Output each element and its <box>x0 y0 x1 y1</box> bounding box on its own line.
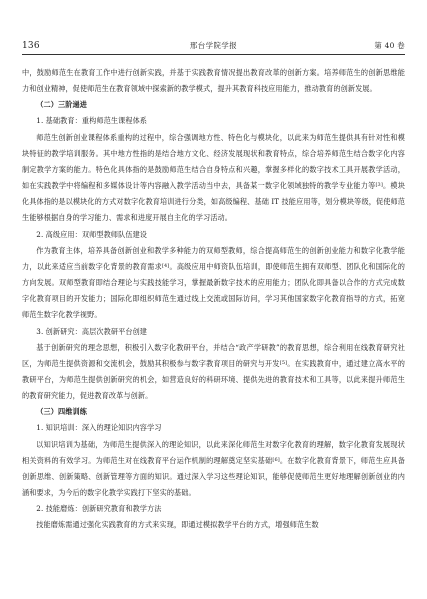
intro-paragraph: 中，鼓励师范生在教育工作中进行创新实践，并基于实践教育情况提出教育改革的创新方案。培养师范生的创新思维能力和创业精神，促使师范生在教育领域中探索新的教学模式，提升其教育科技应用能力，推动教育的创新发展。 <box>22 68 405 94</box>
subheading-innovation-research: 3. 创新研究：高层次教研平台创建 <box>36 326 148 336</box>
citation-ref: [3] <box>375 181 383 188</box>
text-segment: 。在实践教育中，通过建立高水平的教研平台，为师范生提供创新研究的机会，如营造良好的科研环境、提供先进的教育技术和工具等，以此来提升师范生的教育研究能力，促进教育改革与创新。 <box>22 358 405 401</box>
citation-ref: [5] <box>279 359 288 366</box>
paragraph-curriculum-reconstruction <box>22 130 405 227</box>
subheading-basic-education: 1. 基础教育：重构师范生课程体系 <box>36 116 148 126</box>
running-header <box>22 40 405 55</box>
text-segment: 。高级应用中师资队伍培训，即使师范生拥有双师型、团队化和国际化的方向发展。双师型教育即结合理论与实践技能学习，掌握最新数字技术的应用能力；团队化即具备以合作的方式完成数字化教育项目的开发能力；国际化即组织师范生通过线上交流或国际访问，学习其他国家数字化教育指导的方式，拓宽师范生数字化教学视野。 <box>22 261 405 320</box>
section-heading-three-stage: （二）三阶递进 <box>36 100 87 110</box>
subheading-knowledge-training: 1. 知识培训：深入的理论知识内容学习 <box>36 423 162 433</box>
paragraph-research-platform <box>22 340 405 405</box>
paragraph-dual-teacher <box>22 243 405 324</box>
volume-label: 第 40 卷 <box>374 41 405 50</box>
section-heading-four-dimension: （三）四维训练 <box>36 407 87 417</box>
paragraph-skill-training: 技能磨炼需通过强化实践教育的方式来实现，即通过模拟教学平台的方式，增强师范生数 <box>36 520 319 530</box>
subheading-skill-training: 2. 技能磨炼：创新研究教育和教学方法 <box>36 504 162 514</box>
journal-title: 邢台学院学报 <box>189 41 238 50</box>
text-segment: 。在数字化教育背景下，师范生应具备创新思维、创新策略、创新管理等方面的知识。通过深入学习这些理论知识，能够促使师范生更好地理解创新创业的内涵和要求，为今后的数字化教学实践打下坚实的基础。 <box>22 455 405 498</box>
article-body <box>22 65 405 534</box>
text-segment: 以知识培训为基础，为师范生提供深入的理论知识，以此来深化师范生对数字化教育的理解，数字化教育发展现状相关资料的有效学习。为师范生对在线教育平台运作机制的理解奠定坚实基础 <box>22 439 405 465</box>
paragraph-knowledge-training <box>22 437 405 502</box>
text-segment: 师范生创新创业课程体系重构的过程中，综合强调地方性、特色化与模块化，以此来为师范生提供具有针对性和模块特征的教学培训服务。其中地方性指的是结合地方文化、经济发展现状和教育特点，综合培养师范生结合数字化内容制定教学方案的能力。特色化具体指的是鼓励师范生结合自身特点和兴趣，掌握多样化的数字技术工具开展教学活动，如在实践教学中将编程和多媒体设计等内容融入教学活动当中去，具备某一数字化领域独特的教学专业能力等 <box>22 132 405 191</box>
citation-ref: [6] <box>272 456 280 463</box>
text-segment: 基于创新研究的理念思想，积极引入数字化教研平台，并结合“政产学研教”的教育思想，综合利用在线教育研究社区，为师范生提供资源和交流机会，鼓励其积极参与数字教育项目的研究与开发 <box>22 342 405 368</box>
citation-ref: [4] <box>161 262 170 269</box>
text-segment: 。模块化具体指的是以模块化的方式对数字化教育培训进行分类，如高级编程、基础 IT 技能应用等，划分模块等级，促使师范生能够根据自身的学习能力、需求和进度开展自主化的学习活动。 <box>22 181 405 223</box>
subheading-advanced-application: 2. 高级应用：双师型教师队伍建设 <box>36 229 148 239</box>
text-segment: 作为教育主体，培养具备创新创业和教学多种能力的双师型教师，综合提高师范生的创新创业能力和数字化教学能力，以此来适应当前数字化背景的教育需求 <box>22 245 405 271</box>
page-number: 136 <box>22 41 40 51</box>
